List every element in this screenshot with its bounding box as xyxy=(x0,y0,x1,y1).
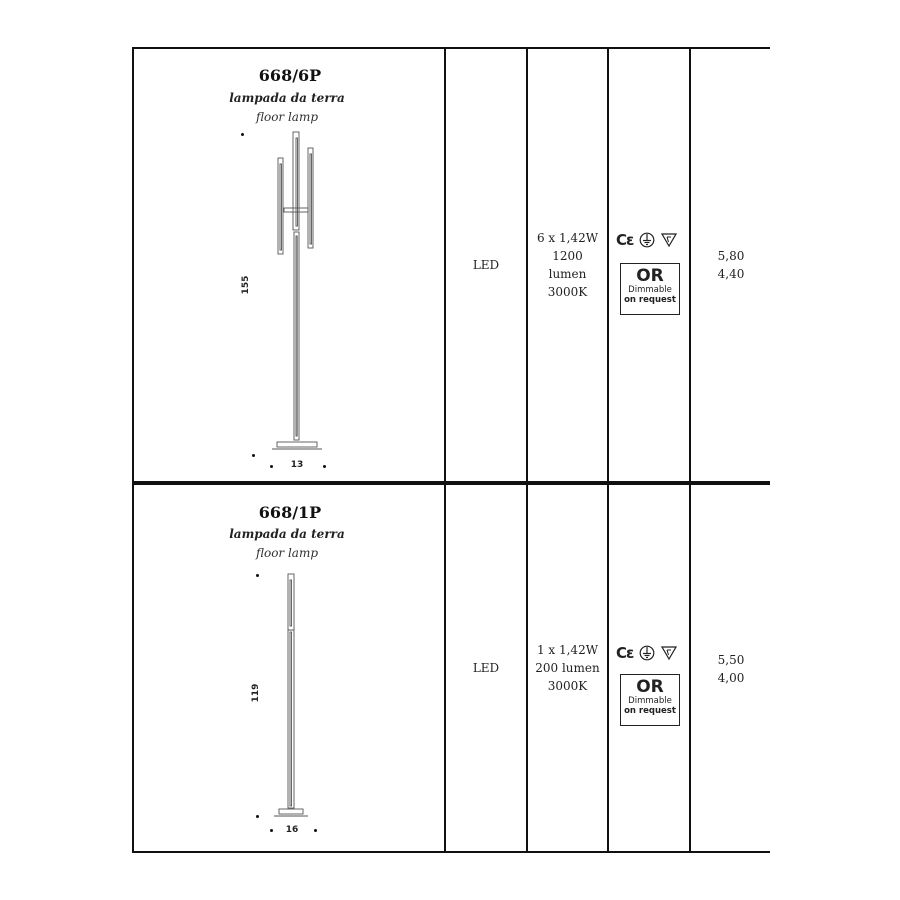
product-name-italian: lampada da terra xyxy=(229,527,345,541)
power-line: 1 x 1,42W xyxy=(536,643,599,657)
product-name-english: floor lamp xyxy=(255,110,319,124)
column-border xyxy=(526,47,528,853)
dimmable-badge xyxy=(620,674,680,726)
power-line: 1200 xyxy=(552,249,583,263)
column-border xyxy=(689,47,691,853)
height-dimension: 119 xyxy=(251,683,261,703)
price-values xyxy=(700,651,762,687)
table-bottom-border xyxy=(132,851,770,853)
power-line: 200 lumen xyxy=(535,661,600,675)
dimension-marker xyxy=(256,815,259,818)
dimmable-badge-subtext: on request xyxy=(624,706,676,716)
product-name-english: floor lamp xyxy=(255,546,319,560)
dimension-marker xyxy=(241,133,244,136)
base-dimension: 13 xyxy=(290,460,304,470)
column-border xyxy=(132,47,134,853)
earth-ground-icon xyxy=(639,645,655,661)
base-dimension: 16 xyxy=(285,825,299,835)
dimmable-badge-title: OR xyxy=(636,677,664,697)
dimmable-badge xyxy=(620,263,680,315)
power-spec xyxy=(528,641,607,695)
price-value: 4,40 xyxy=(717,267,745,281)
power-line: 3000K xyxy=(547,285,588,299)
price-values xyxy=(700,247,762,283)
dimension-marker xyxy=(256,574,259,577)
price-value: 4,00 xyxy=(717,671,745,685)
dimmable-badge-text: Dimmable xyxy=(628,696,672,706)
dimension-marker xyxy=(314,829,317,832)
dimmable-badge-text: Dimmable xyxy=(628,285,672,295)
dimension-marker xyxy=(270,829,273,832)
dimension-marker xyxy=(270,465,273,468)
power-spec xyxy=(528,229,607,301)
light-source: LED xyxy=(472,661,500,675)
ce-mark-icon: Cε xyxy=(616,644,634,662)
price-value: 5,80 xyxy=(717,249,745,263)
column-border xyxy=(607,47,609,853)
height-dimension: 155 xyxy=(241,275,251,295)
product-code: 668/1P xyxy=(258,503,322,522)
certification-marks xyxy=(616,644,677,662)
certification-marks xyxy=(616,231,677,249)
dimmable-badge-subtext: on request xyxy=(624,295,676,305)
light-source: LED xyxy=(472,258,500,272)
power-line: 6 x 1,42W xyxy=(536,231,599,245)
power-line: lumen xyxy=(548,267,587,281)
lamp-drawing-6p xyxy=(236,128,346,478)
triangle-f-mark-icon xyxy=(661,646,677,660)
triangle-f-mark-icon xyxy=(661,233,677,247)
dimension-marker xyxy=(323,465,326,468)
product-code: 668/6P xyxy=(258,66,322,85)
lamp-drawing-1p xyxy=(250,566,330,826)
price-value: 5,50 xyxy=(717,653,745,667)
dimmable-badge-title: OR xyxy=(636,266,664,286)
power-line: 3000K xyxy=(547,679,588,693)
earth-ground-icon xyxy=(639,232,655,248)
ce-mark-icon: Cε xyxy=(616,231,634,249)
product-name-italian: lampada da terra xyxy=(229,91,345,105)
dimension-marker xyxy=(252,454,255,457)
